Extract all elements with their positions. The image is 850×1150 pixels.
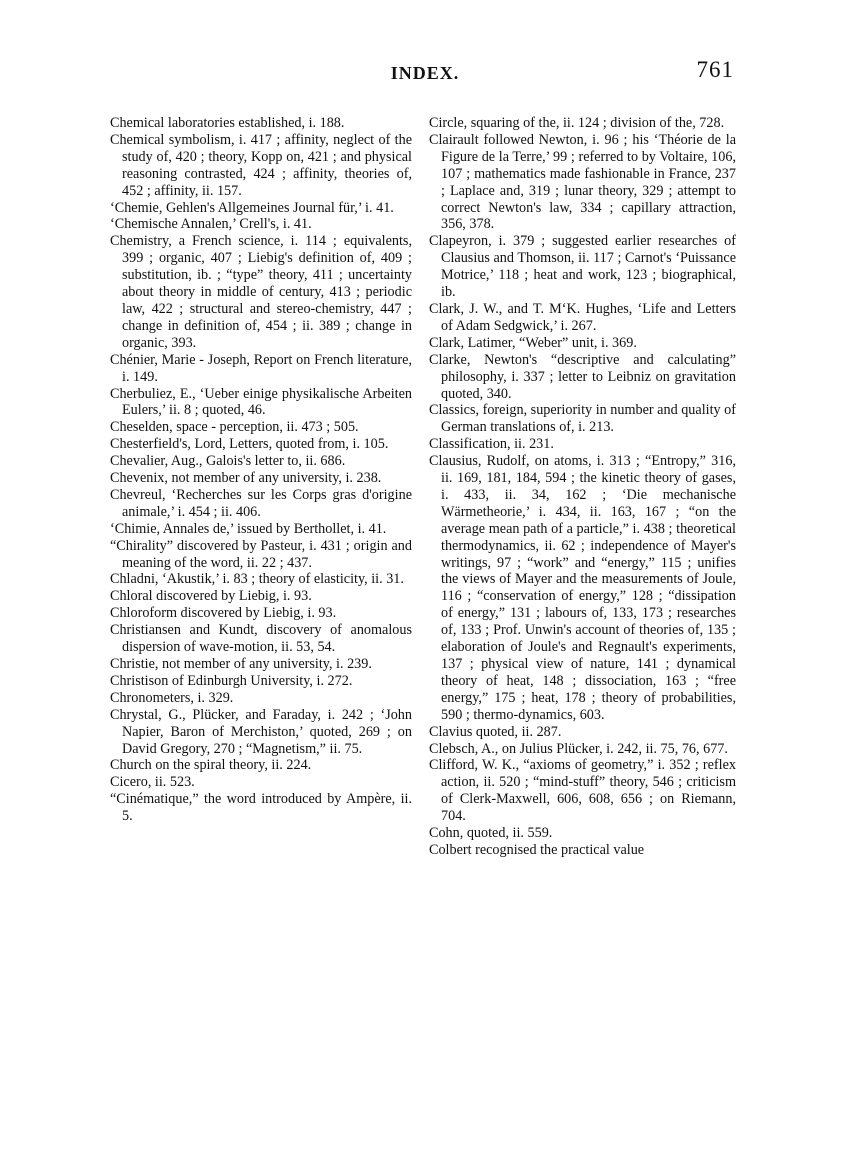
index-entry: Cherbuliez, E., ‘Ueber einige physikalische Arbeiten Eulers,’ ii. 8 ; quoted, 46.	[110, 385, 412, 419]
page-number: 761	[696, 57, 734, 82]
index-entry: ‘Chemische Annalen,’ Crell's, i. 41.	[110, 216, 312, 233]
index-entry: Cicero, ii. 523.	[110, 774, 195, 791]
index-entry: Chladni, ‘Akustik,’ i. 83 ; theory of elasticity, ii. 31.	[110, 571, 404, 588]
index-entry: Classification, ii. 231.	[429, 436, 554, 453]
index-entry: Cheselden, space - perception, ii. 473 ; 505.	[110, 419, 359, 436]
index-entry: ‘Chemie, Gehlen's Allgemeines Journal für,’ i. 41.	[110, 199, 394, 216]
index-entry: Clifford, W. K., “axioms of geometry,” i. 352 ; reflex action, ii. 520 ; “mind-stuff” theory, 546 ; criticism of Clerk-Maxwell, 606, 608, 656 ; on Riemann, 704.	[429, 757, 736, 825]
index-entry: Christiansen and Kundt, discovery of anomalous dispersion of wave-motion, ii. 53, 54.	[110, 622, 412, 656]
index-entry: Chloral discovered by Liebig, i. 93.	[110, 588, 312, 605]
running-title: INDEX.	[390, 63, 460, 83]
index-entry: Clark, Latimer, “Weber” unit, i. 369.	[429, 334, 637, 351]
index-entry: Christie, not member of any university, i. 239.	[110, 656, 372, 672]
index-entry: Chemical laboratories established, i. 188.	[110, 115, 345, 131]
index-entry: Church on the spiral theory, ii. 224.	[110, 757, 312, 774]
index-entry: ‘Chimie, Annales de,’ issued by Berthollet, i. 41.	[110, 520, 387, 537]
index-entry: Chemistry, a French science, i. 114 ; equivalents, 399 ; organic, 407 ; Liebig's definition of, 409 ; substitution, ib. ; “type” theory, 411 ; uncertainty about theory in middle of century, 413 ; periodic law, 422 ; structural and stereo-chemistry, 447 ; change in definition of, 454 ; ii. 389 ; change in organic, 393.	[110, 233, 412, 351]
index-entry: “Cinématique,” the word introduced by Ampère, ii. 5.	[110, 791, 412, 825]
index-entry: Circle, squaring of the, ii. 124 ; division of the, 728.	[429, 115, 725, 131]
index-column-right	[429, 115, 736, 859]
index-entry: Clarke, Newton's “descriptive and calculating” philosophy, i. 337 ; letter to Leibniz on gravitation quoted, 340.	[429, 351, 736, 402]
index-entry: Chrystal, G., Plücker, and Faraday, i. 242 ; ‘John Napier, Baron of Merchiston,’ quoted, 269 ; on David Gregory, 270 ; “Magnetism,” ii. 75.	[110, 706, 412, 757]
index-entry: Clavius quoted, ii. 287.	[429, 723, 562, 740]
index-entry: Chevreul, ‘Recherches sur les Corps gras d'origine animale,’ i. 454 ; ii. 406.	[110, 486, 412, 520]
index-entry: Clark, J. W., and T. M‘K. Hughes, ‘Life and Letters of Adam Sedgwick,’ i. 267.	[429, 300, 736, 334]
index-entry: Clebsch, A., on Julius Plücker, i. 242, ii. 75, 76, 677.	[429, 740, 728, 757]
index-entry: Chemical symbolism, i. 417 ; affinity, neglect of the study of, 420 ; theory, Kopp on, 421 ; and physical reasoning contrasted, 424 ; affinity, theories of, 452 ; affinity, ii. 157.	[110, 131, 412, 199]
index-entry: Cohn, quoted, ii. 559.	[429, 825, 553, 842]
index-entry: Clairault followed Newton, i. 96 ; his ‘Théorie de la Figure de la Terre,’ 99 ; referred to by Voltaire, 106, 107 ; mathematics made fashionable in France, 237 ; Laplace and, 319 ; lunar theory, 329 ; attempt to correct Newton's law, 334 ; capillary attraction, 356, 378.	[429, 131, 736, 233]
index-entry: Clausius, Rudolf, on atoms, i. 313 ; “Entropy,” 316, ii. 169, 181, 184, 594 ; the kinetic theory of gases, i. 433, ii. 34, 162 ; ‘Die mechanische Wärmetheorie,’ i. 434, ii. 163, 167 ; “on the average mean path of a particle,” i. 438 ; theoretical thermodynamics, ii. 62 ; independence of Mayer's writings, 97 ; “work” and “energy,” 115 ; unifies the views of Mayer and the measurements of Joule, 116 ; “conservation of energy,” 128 ; “dissipation of energy,” 131 ; labours of, 133, 173 ; researches of, 133 ; Prof. Unwin's account of theories of, 135 ; elaboration of Joule's and Regnault's experiments, 137 ; physical view of nature, 141 ; dynamical theory of heat, 148 ; dissociation, 163 ; “free energy,” 175 ; heat, 178 ; theory of probabilities, 590 ; thermo-dynamics, 603.	[429, 453, 736, 723]
index-entry: Chloroform discovered by Liebig, i. 93.	[110, 605, 337, 622]
index-entry: Christison of Edinburgh University, i. 272.	[110, 672, 353, 689]
index-entry: Chronometers, i. 329.	[110, 689, 234, 706]
index-entry: “Chirality” discovered by Pasteur, i. 431 ; origin and meaning of the word, ii. 22 ; 437.	[110, 537, 412, 571]
index-entry: Chevenix, not member of any university, i. 238.	[110, 470, 382, 487]
index-entry: Colbert recognised the practical value	[429, 841, 645, 858]
index-column-left	[110, 115, 412, 825]
index-entry: Chesterfield's, Lord, Letters, quoted from, i. 105.	[110, 436, 389, 453]
index-entry: Chevalier, Aug., Galois's letter to, ii. 686.	[110, 453, 346, 470]
index-entry: Classics, foreign, superiority in number and quality of German translations of, i. 213.	[429, 402, 736, 436]
index-entry: Clapeyron, i. 379 ; suggested earlier researches of Clausius and Thomson, ii. 117 ; Carnot's ‘Puissance Motrice,’ 118 ; heat and work, 123 ; biographical, ib.	[429, 233, 736, 301]
index-entry: Chénier, Marie - Joseph, Report on French literature, i. 149.	[110, 351, 412, 385]
